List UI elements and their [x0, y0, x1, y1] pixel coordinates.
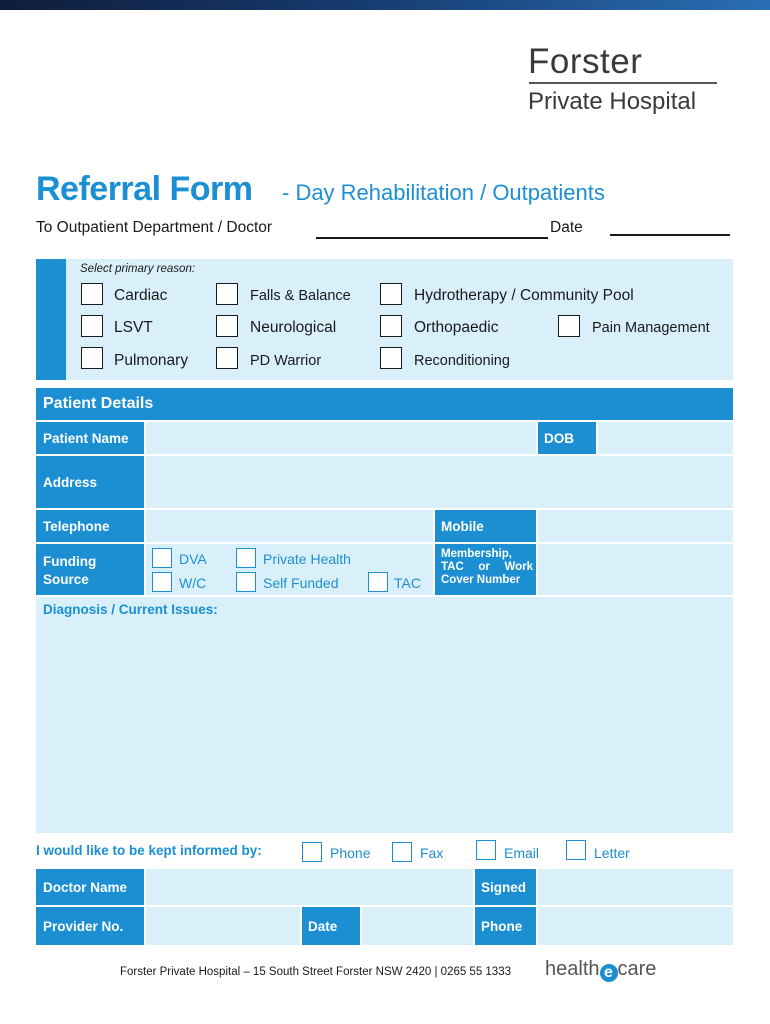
select-reason-prompt: Select primary reason: — [80, 263, 196, 275]
neurological-label: Neurological — [250, 319, 337, 336]
orthopaedic-label: Orthopaedic — [414, 319, 499, 336]
falls-balance-label: Falls & Balance — [250, 288, 351, 304]
date-label: Date — [550, 219, 583, 236]
date-field[interactable] — [610, 234, 730, 236]
email-label: Email — [504, 845, 540, 861]
address-label: Address — [43, 475, 98, 490]
lsvt-checkbox[interactable] — [81, 315, 103, 337]
provider-label: Provider No. — [43, 919, 124, 934]
brand-pre: health — [545, 958, 600, 980]
primary-reason-stripe — [36, 259, 66, 380]
email-checkbox[interactable] — [476, 840, 496, 860]
informed-by-label: I would like to be kept informed by: — [36, 843, 262, 858]
pd-warrior-checkbox[interactable] — [216, 347, 238, 369]
wc-label: W/C — [179, 575, 207, 591]
orthopaedic-checkbox[interactable] — [380, 315, 402, 337]
telephone-field[interactable] — [146, 510, 433, 542]
phone-label: Phone — [330, 845, 371, 861]
brand-post: care — [617, 958, 657, 980]
tac-label: TAC — [394, 575, 421, 591]
letter-checkbox[interactable] — [566, 840, 586, 860]
phone-checkbox[interactable] — [302, 842, 322, 862]
pain-management-checkbox[interactable] — [558, 315, 580, 337]
doctor-phone-label: Phone — [481, 919, 523, 934]
wc-checkbox[interactable] — [152, 572, 172, 592]
self-funded-label: Self Funded — [263, 575, 339, 591]
diagnosis-field[interactable] — [36, 597, 733, 833]
form-subtitle: - Day Rehabilitation / Outpatients — [282, 180, 605, 205]
logo-rule — [529, 82, 717, 84]
logo-line2: Private Hospital — [528, 87, 697, 115]
to-department-label: To Outpatient Department / Doctor — [36, 219, 273, 236]
dva-label: DVA — [179, 551, 207, 567]
patient-details-title: Patient Details — [43, 395, 154, 412]
tac-checkbox[interactable] — [368, 572, 388, 592]
hydrotherapy-label: Hydrotherapy / Community Pool — [414, 287, 634, 304]
doctor-phone-field[interactable] — [538, 907, 733, 945]
falls-balance-checkbox[interactable] — [216, 283, 238, 305]
cardiac-checkbox[interactable] — [81, 283, 103, 305]
reconditioning-checkbox[interactable] — [380, 347, 402, 369]
pain-management-label: Pain Management — [592, 320, 710, 336]
doctor-name-label: Doctor Name — [43, 880, 128, 895]
doctor-date-field[interactable] — [362, 907, 473, 945]
dob-field[interactable] — [598, 422, 733, 454]
self-funded-checkbox[interactable] — [236, 572, 256, 592]
mobile-label: Mobile — [441, 519, 484, 534]
doctor-name-field[interactable] — [146, 869, 473, 905]
pulmonary-checkbox[interactable] — [81, 347, 103, 369]
cardiac-label: Cardiac — [114, 287, 168, 304]
pulmonary-label: Pulmonary — [114, 352, 189, 369]
address-field[interactable] — [146, 456, 733, 508]
funding-label: Funding Source — [43, 554, 97, 587]
dob-label: DOB — [544, 431, 574, 446]
mobile-field[interactable] — [538, 510, 733, 542]
signed-label: Signed — [481, 880, 527, 895]
membership-label: Membership, TAC or Work Cover Number — [441, 548, 533, 586]
telephone-label: Telephone — [43, 519, 110, 534]
doctor-date-label: Date — [308, 919, 338, 934]
patient-name-label: Patient Name — [43, 431, 129, 446]
dva-checkbox[interactable] — [152, 548, 172, 568]
hospital-logo — [528, 42, 720, 122]
form-title: Referral Form — [36, 170, 253, 208]
provider-field[interactable] — [146, 907, 300, 945]
pd-warrior-label: PD Warrior — [250, 353, 322, 369]
private-health-label: Private Health — [263, 551, 351, 567]
letter-label: Letter — [594, 845, 630, 861]
neurological-checkbox[interactable] — [216, 315, 238, 337]
diagnosis-label: Diagnosis / Current Issues: — [43, 602, 218, 617]
logo-line1: Forster — [528, 42, 643, 81]
membership-field[interactable] — [538, 544, 733, 595]
footer-address: Forster Private Hospital – 15 South Street Forster NSW 2420 | 0265 55 1333 — [120, 966, 511, 978]
reconditioning-label: Reconditioning — [414, 353, 510, 369]
brand-e-icon: e — [600, 964, 618, 982]
private-health-checkbox[interactable] — [236, 548, 256, 568]
fax-label: Fax — [420, 845, 444, 861]
signed-field[interactable] — [538, 869, 733, 905]
healthecare-logo — [545, 958, 656, 982]
fax-checkbox[interactable] — [392, 842, 412, 862]
hydrotherapy-checkbox[interactable] — [380, 283, 402, 305]
patient-name-field[interactable] — [146, 422, 536, 454]
to-department-field[interactable] — [316, 237, 548, 239]
top-banner — [0, 0, 770, 10]
lsvt-label: LSVT — [114, 319, 153, 336]
